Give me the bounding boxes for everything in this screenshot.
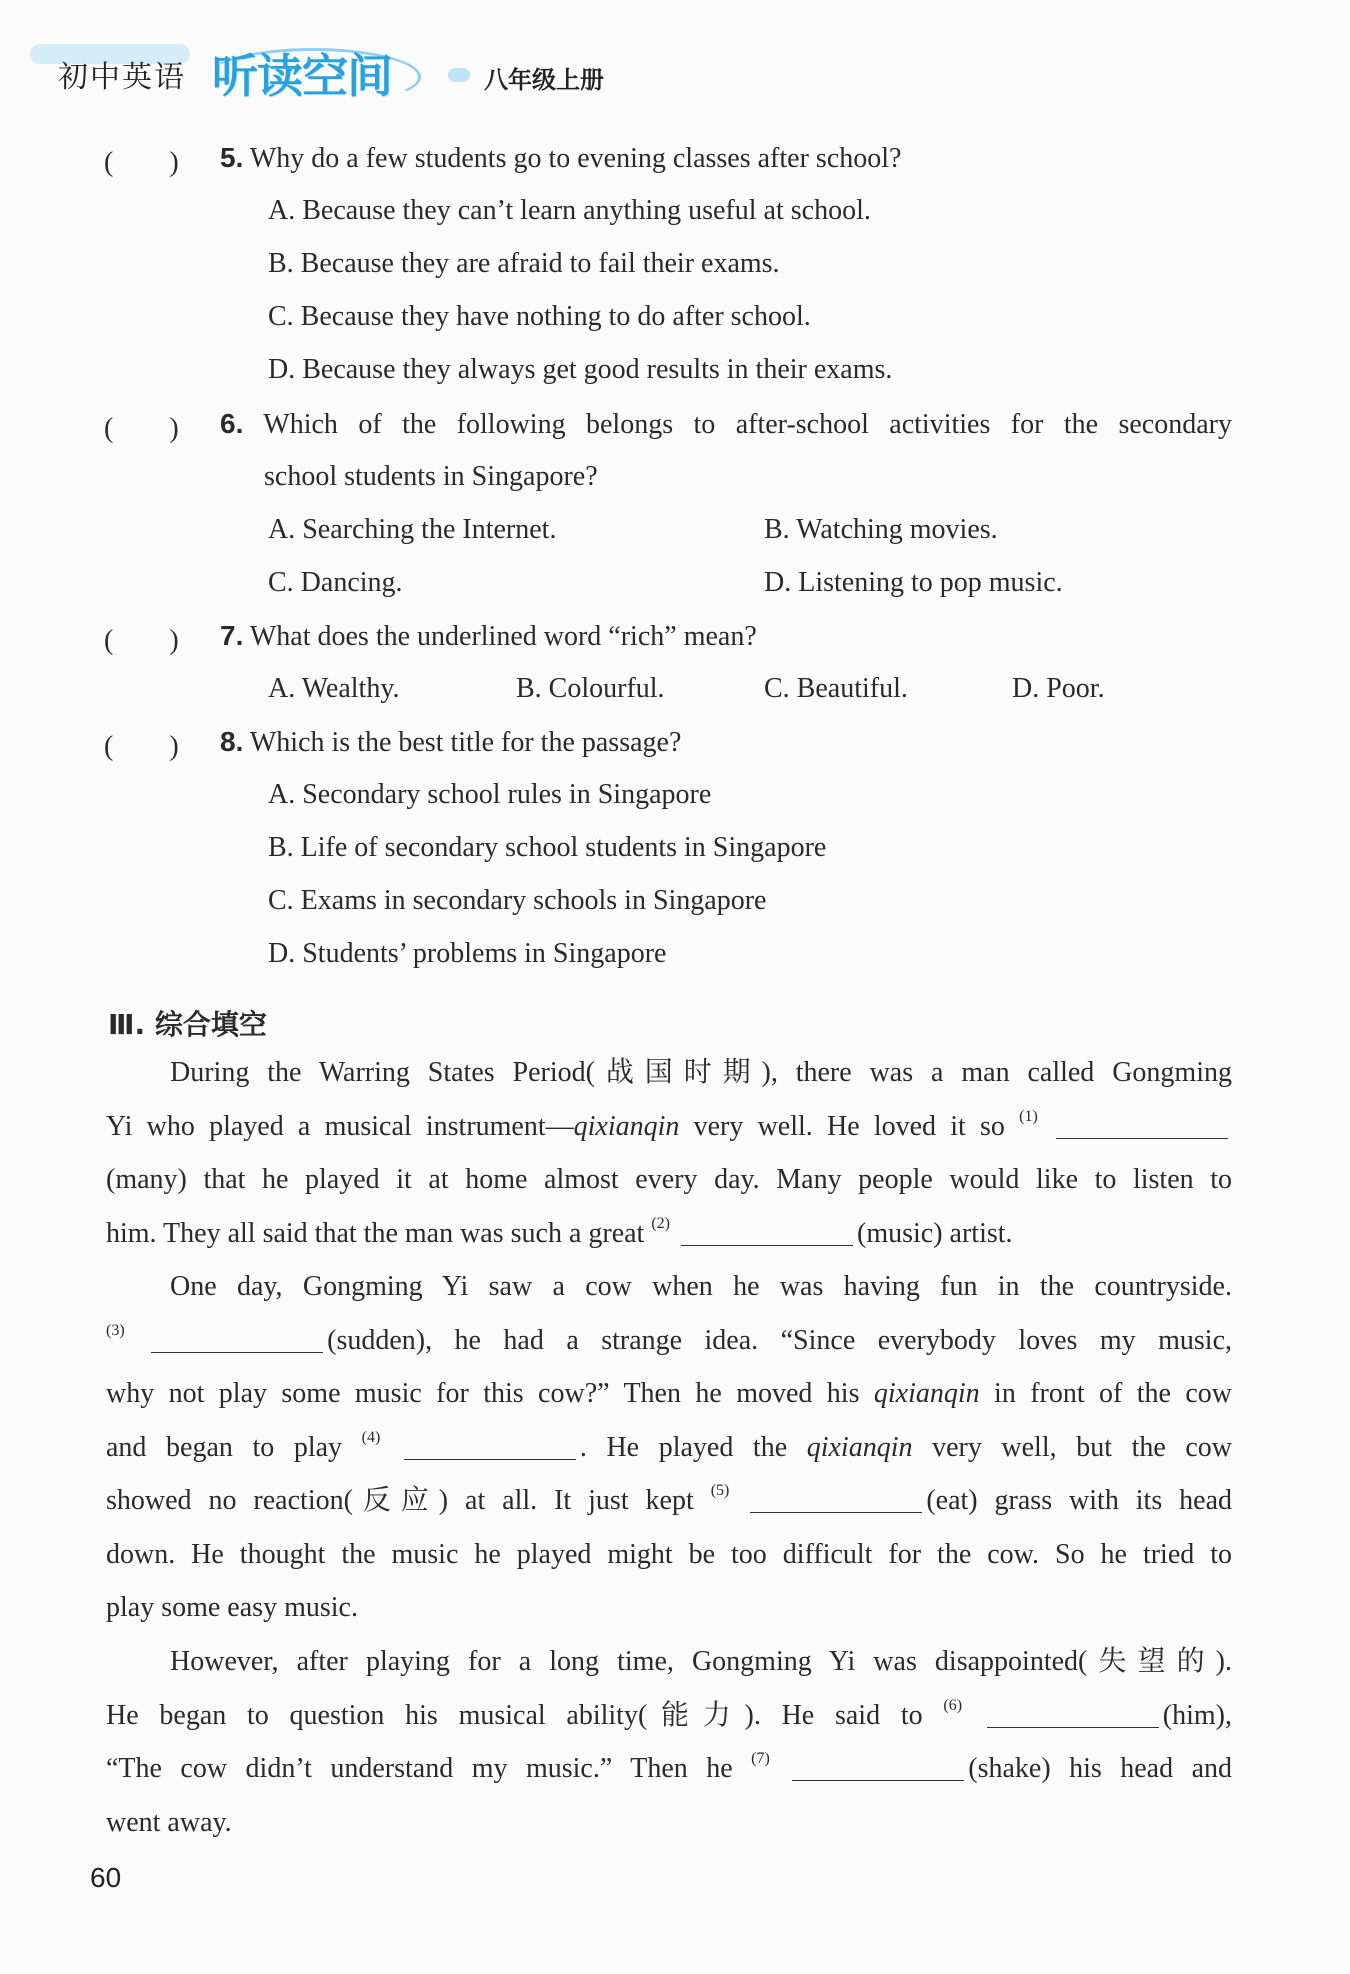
page-number: 60 bbox=[90, 1862, 122, 1893]
passage-line: showed no reaction(反应) at all. It just kept $^{(5)}$ (eat) grass with its head bbox=[106, 1482, 1233, 1516]
question-number: 7. bbox=[220, 620, 244, 651]
question-number: 5. bbox=[220, 142, 244, 173]
question-stem bbox=[220, 140, 901, 177]
option[interactable]: C. Beautiful. bbox=[764, 673, 908, 704]
option[interactable]: B. Colourful. bbox=[516, 673, 665, 704]
answer-paren[interactable]: ( ) bbox=[104, 731, 179, 762]
passage-line: Yi who played a musical instrument—qixianqin very well. He loved it so $^{(1)}$ bbox=[106, 1100, 1232, 1154]
passage-paragraph-2 bbox=[106, 1260, 1232, 1635]
blank-input-4[interactable] bbox=[404, 1431, 576, 1460]
option[interactable]: C. Dancing. bbox=[268, 567, 403, 598]
passage-line: play some easy music. bbox=[106, 1592, 358, 1623]
option[interactable]: B. Life of secondary school students in Singapore bbox=[268, 832, 827, 863]
passage-line: He began to question his musical ability(能力). He said to $^{(6)}$ (him), bbox=[106, 1696, 1232, 1731]
grade-label: 八年级上册 bbox=[484, 66, 604, 94]
passage-paragraph-3 bbox=[106, 1635, 1232, 1849]
option[interactable]: D. Poor. bbox=[1012, 673, 1105, 704]
question-text: Which is the best title for the passage? bbox=[249, 727, 682, 758]
question-text: Why do a few students go to evening classes after school? bbox=[249, 143, 902, 174]
option[interactable]: C. Exams in secondary schools in Singapore bbox=[268, 885, 767, 916]
blank-number: (3) bbox=[106, 1321, 125, 1339]
option[interactable]: A. Secondary school rules in Singapore bbox=[268, 779, 712, 810]
blank-input-1[interactable] bbox=[1056, 1110, 1228, 1139]
question-stem bbox=[220, 618, 757, 655]
passage-line: However, after playing for a long time, Gongming Yi was disappointed(失望的). bbox=[170, 1646, 1232, 1677]
passage-line: down. He thought the music he played might be too difficult for the cow. So he tried to bbox=[106, 1538, 1232, 1570]
passage-line: During the Warring States Period(战国时期), there was a man called Gongming bbox=[170, 1057, 1232, 1088]
blank-input-7[interactable] bbox=[792, 1752, 964, 1781]
passage-line: One day, Gongming Yi saw a cow when he was having fun in the countryside. bbox=[170, 1271, 1232, 1302]
passage-line: and began to play $^{(4)}$ . He played the qixianqin very well, but the cow bbox=[106, 1428, 1233, 1463]
option[interactable]: A. Wealthy. bbox=[268, 673, 400, 704]
cloud-decoration-icon bbox=[448, 68, 470, 82]
blank-number: (1) bbox=[1019, 1107, 1038, 1125]
section-heading: Ⅲ. 综合填空 bbox=[108, 1008, 267, 1041]
blank-number: (5) bbox=[710, 1482, 730, 1499]
passage-paragraph-1 bbox=[106, 1046, 1232, 1260]
question-stem bbox=[220, 406, 1232, 443]
option[interactable]: B. Because they are afraid to fail their exams. bbox=[268, 248, 780, 279]
option[interactable]: C. Because they have nothing to do after school. bbox=[268, 301, 811, 332]
blank-input-2[interactable] bbox=[681, 1217, 853, 1246]
passage-line: him. They all said that the man was such a great $^{(2)}$ (music) artist. bbox=[106, 1214, 1013, 1249]
blank-input-6[interactable] bbox=[987, 1699, 1159, 1728]
brand-logo: 听读空间 bbox=[212, 49, 392, 103]
option[interactable]: A. Searching the Internet. bbox=[268, 514, 557, 545]
option[interactable]: B. Watching movies. bbox=[764, 514, 998, 545]
question-number: 6. bbox=[220, 408, 244, 439]
blank-number: (6) bbox=[943, 1696, 963, 1714]
passage-line: $^{(3)}$ (sudden), he had a strange idea. “Since everybody loves my music, bbox=[106, 1321, 1233, 1356]
passage-line: (many) that he played it at home almost every day. Many people would like to listen to bbox=[106, 1164, 1232, 1195]
blank-input-3[interactable] bbox=[151, 1324, 323, 1353]
page-header bbox=[0, 0, 1350, 110]
blank-number: (4) bbox=[361, 1428, 381, 1446]
option[interactable]: D. Because they always get good results in their exams. bbox=[268, 354, 893, 385]
question-stem bbox=[220, 724, 681, 761]
passage-line: went away. bbox=[106, 1806, 232, 1838]
question-stem-continued: school students in Singapore? bbox=[264, 461, 598, 492]
question-text: Which of the following belongs to after-school activities for the secondary bbox=[263, 409, 1232, 440]
option[interactable]: D. Listening to pop music. bbox=[764, 567, 1063, 598]
blank-number: (2) bbox=[651, 1214, 670, 1232]
series-title: 初中英语 bbox=[58, 60, 186, 95]
passage-line: why not play some music for this cow?” Then he moved his qixianqin in front of the cow bbox=[106, 1378, 1232, 1409]
question-text: What does the underlined word “rich” mean? bbox=[249, 621, 757, 652]
option[interactable]: A. Because they can’t learn anything useful at school. bbox=[268, 195, 871, 226]
answer-paren[interactable]: ( ) bbox=[104, 625, 179, 656]
passage-line: “The cow didn’t understand my music.” Then he $^{(7)}$ (shake) his head and bbox=[106, 1750, 1233, 1784]
blank-number: (7) bbox=[751, 1750, 770, 1767]
question-number: 8. bbox=[220, 726, 244, 757]
option[interactable]: D. Students’ problems in Singapore bbox=[268, 938, 667, 969]
answer-paren[interactable]: ( ) bbox=[104, 147, 179, 178]
blank-input-5[interactable] bbox=[750, 1484, 922, 1513]
answer-paren[interactable]: ( ) bbox=[104, 413, 179, 444]
